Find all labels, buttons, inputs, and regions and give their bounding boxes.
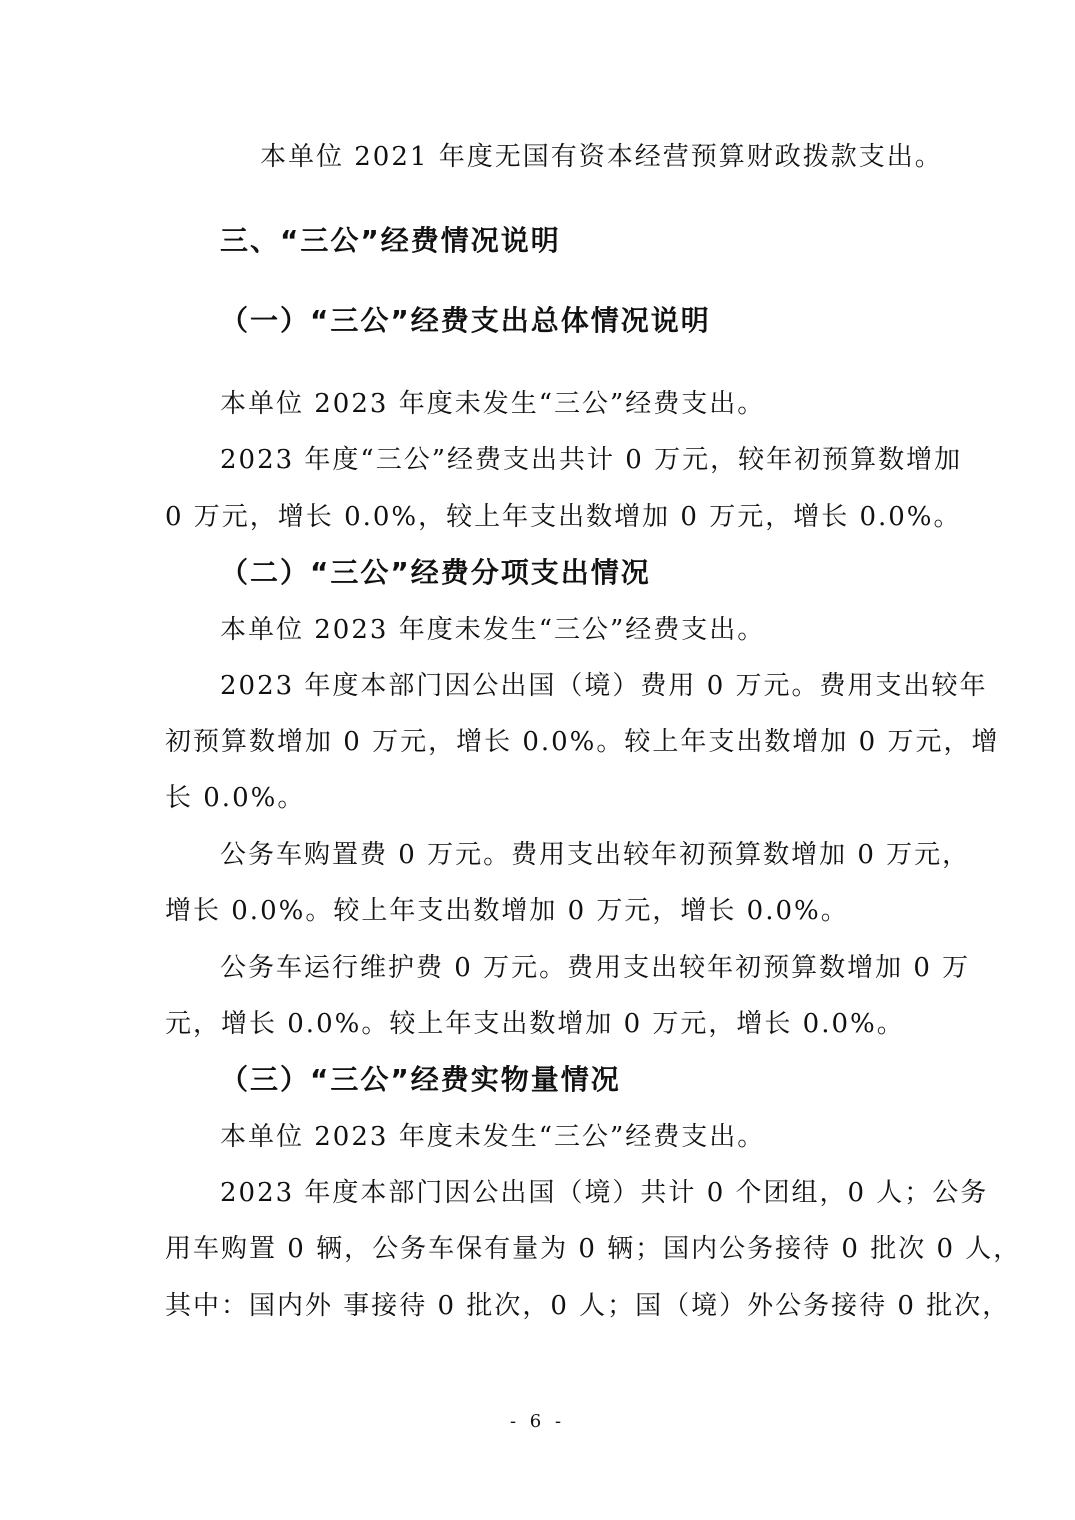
paragraph-line: 公务车运行维护费 0 万元。费用支出较年初预算数增加 0 万 <box>220 953 971 983</box>
page-number: - 6 - <box>509 1411 566 1432</box>
paragraph-line: 初预算数增加 0 万元，增长 0.0%。较上年支出数增加 0 万元，增 <box>165 727 1000 757</box>
subsection-heading: （一）“三公”经费支出总体情况说明 <box>220 304 711 337</box>
paragraph-line: 2023 年度“三公”经费支出共计 0 万元，较年初预算数增加 <box>220 445 963 475</box>
paragraph-line: 长 0.0%。 <box>165 783 306 813</box>
paragraph-line: 2023 年度本部门因公出国（境）共计 0 个团组，0 人；公务 <box>220 1178 989 1208</box>
paragraph-line: 用车购置 0 辆，公务车保有量为 0 辆；国内公务接待 0 批次 0 人， <box>165 1234 1022 1264</box>
paragraph-line: 本单位 2023 年度未发生“三公”经费支出。 <box>220 389 766 419</box>
subsection-heading: （三）“三公”经费实物量情况 <box>220 1063 621 1096</box>
paragraph-line: 公务车购置费 0 万元。费用支出较年初预算数增加 0 万元， <box>220 840 971 870</box>
subsection-heading: （二）“三公”经费分项支出情况 <box>220 556 651 589</box>
paragraph-line: 本单位 2023 年度未发生“三公”经费支出。 <box>220 615 766 645</box>
paragraph-line: 本单位 2023 年度未发生“三公”经费支出。 <box>220 1122 766 1152</box>
paragraph-line: 本单位 2021 年度无国有资本经营预算财政拨款支出。 <box>260 142 943 172</box>
paragraph-line: 2023 年度本部门因公出国（境）费用 0 万元。费用支出较年 <box>220 671 988 701</box>
paragraph-line: 其中：国内外 事接待 0 批次，0 人；国（境）外公务接待 0 批次， <box>165 1291 1011 1321</box>
paragraph-line: 元，增长 0.0%。较上年支出数增加 0 万元，增长 0.0%。 <box>165 1009 905 1039</box>
paragraph-line: 0 万元，增长 0.0%，较上年支出数增加 0 万元，增长 0.0%。 <box>165 502 962 532</box>
paragraph-line: 增长 0.0%。较上年支出数增加 0 万元，增长 0.0%。 <box>165 896 849 926</box>
section-heading: 三、“三公”经费情况说明 <box>220 224 561 257</box>
